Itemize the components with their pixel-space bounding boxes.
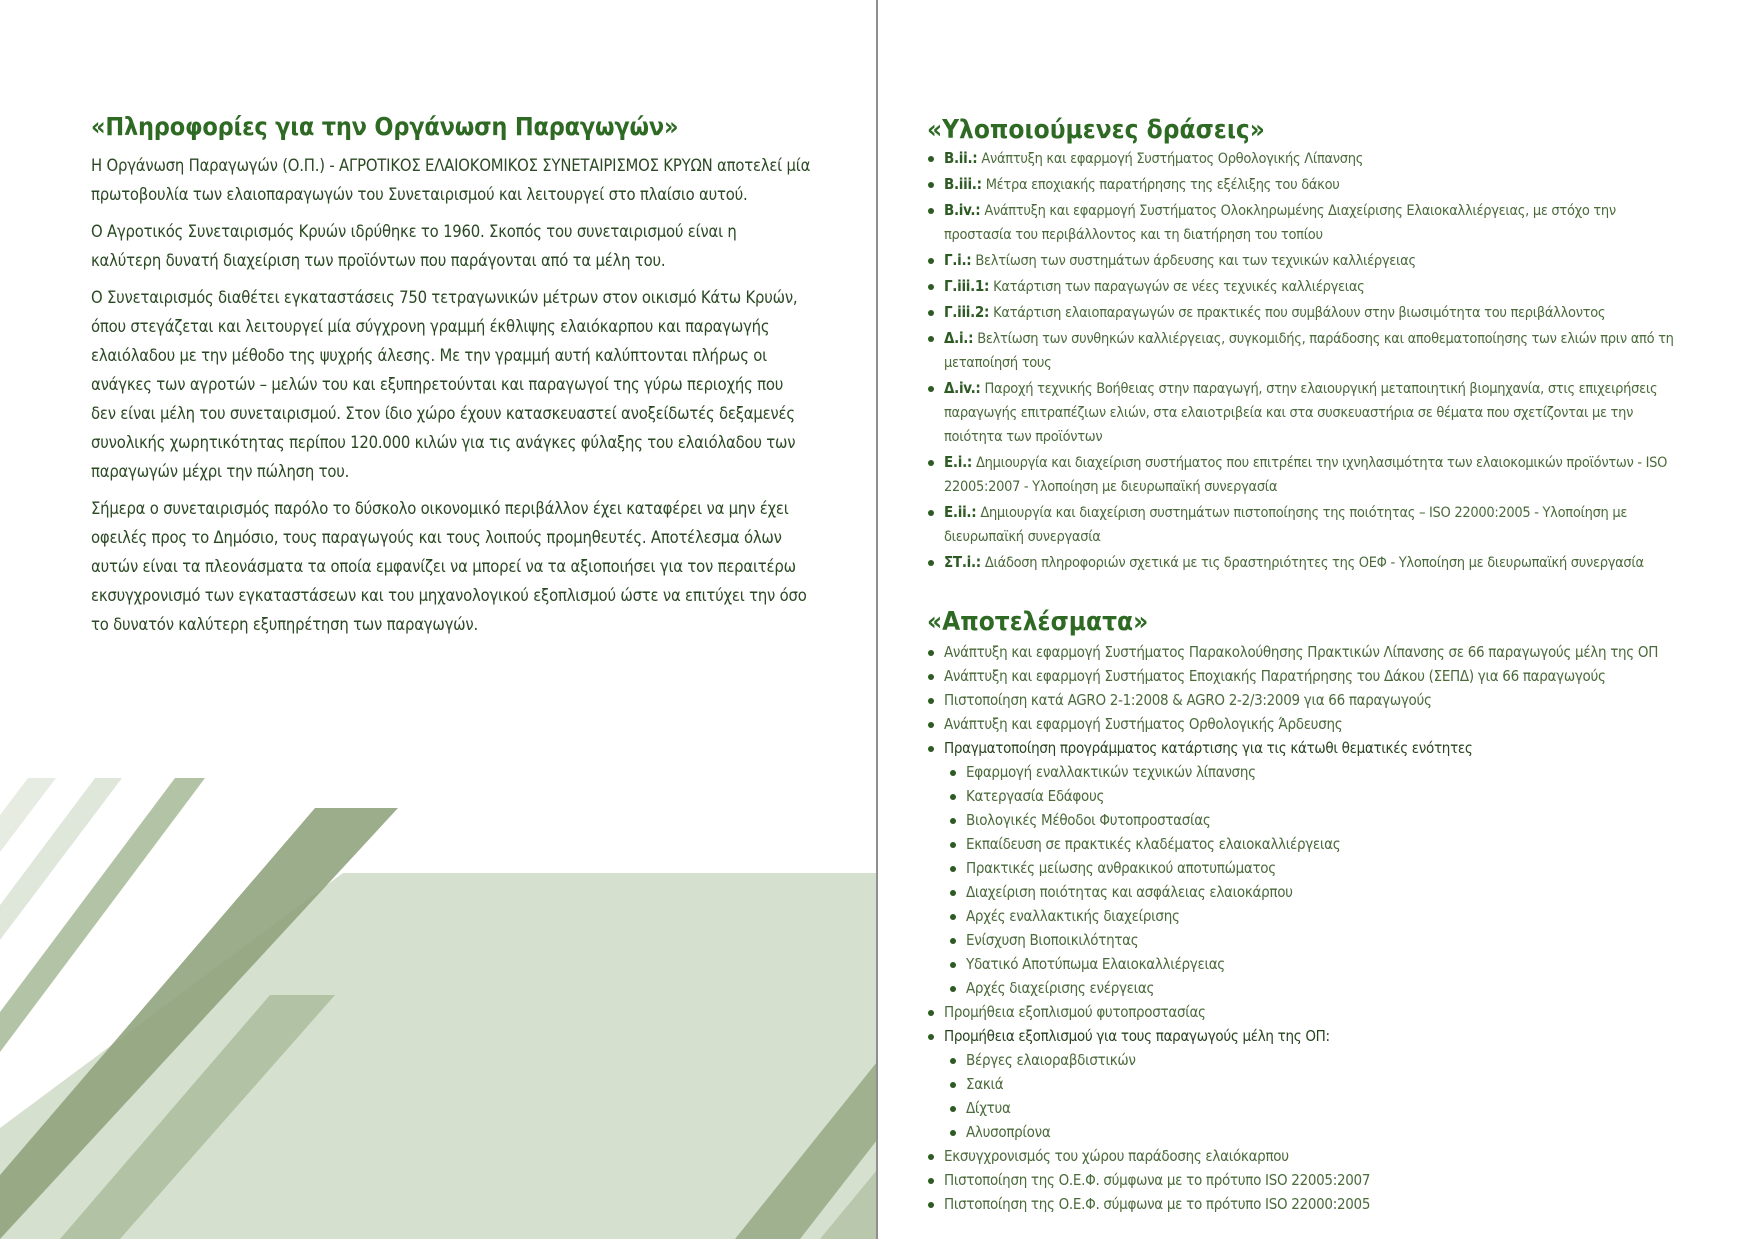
page-fold-line [876,0,878,1239]
list-item: Δ.iv.: Παροχή τεχνικής Βοήθειας στην παραγωγή, στην ελαιουργική μεταποιητική βιομηχανία, στις επιχειρήσεις παραγωγής επιτραπέζιων ελιών, στα ελαιοτριβεία και στα συσκευαστήρια σε θέματα που σχετίζονται με την ποιότητα των προϊόντων [927,377,1687,449]
training-label: Πραγματοποίηση προγράμματος κατάρτισης για τις κάτωθι θεματικές ενότητες [944,739,1473,757]
list-item: Β.iv.: Ανάπτυξη και εφαρμογή Συστήματος Ολοκληρωμένης Διαχείρισης Ελαιοκαλλιέργειας, με στόχο την προστασία του περιβάλλοντος και τη διατήρηση του τοπίου [927,199,1687,247]
list-item: Αρχές διαχείρισης ενέργειας [949,977,1687,1000]
list-item: Πιστοποίηση της Ο.Ε.Φ. σύμφωνα με το πρότυπο ISO 22005:2007 [927,1169,1687,1192]
list-item: Αρχές εναλλακτικής διαχείρισης [949,905,1687,928]
list-item: Εκσυγχρονισμός του χώρου παράδοσης ελαιόκαρπου [927,1145,1687,1168]
list-item: Αλυσοπρίονα [949,1121,1687,1144]
list-item: Γ.iii.2: Κατάρτιση ελαιοπαραγωγών σε πρακτικές που συμβάλουν στην βιωσιμότητα του περιβάλλοντος [927,301,1687,325]
list-item: Γ.iii.1: Κατάρτιση των παραγωγών σε νέες τεχνικές καλλιέργειας [927,275,1687,299]
results-title: «Αποτελέσματα» [927,607,1149,637]
list-item: Κατεργασία Εδάφους [949,785,1687,808]
left-page [91,112,811,647]
equipment-label: Προμήθεια εξοπλισμού για τους παραγωγούς μέλη της ΟΠ: [944,1027,1330,1045]
list-item: Πιστοποίηση κατά AGRO 2-1:2008 & AGRO 2-2/3:2009 για 66 παραγωγούς [927,689,1687,712]
right-page [927,113,1687,1217]
list-item: Ανάπτυξη και εφαρμογή Συστήματος Ορθολογικής Άρδευσης [927,713,1687,736]
list-item: Προμήθεια εξοπλισμού φυτοπροστασίας [927,1001,1687,1024]
stripe-faint-1 [0,778,56,852]
info-paragraph-2: Ο Αγροτικός Συνεταιρισμός Κρυών ιδρύθηκε το 1960. Σκοπός του συνεταιρισμού είναι η καλύτερη δυνατή διαχείριση των προϊόντων που παράγονται από τα μέλη του. [91,222,737,270]
info-paragraph-1: Η Οργάνωση Παραγωγών (Ο.Π.) - ΑΓΡΟΤΙΚΟΣ ΕΛΑΙΟΚΟΜΙΚΟΣ ΣΥΝΕΤΑΙΡΙΣΜΟΣ ΚΡΥΩΝ αποτελεί μία πρωτοβουλία των ελαιοπαραγωγών του Συνεταιρισμού και λειτουργεί στο πλαίσιο αυτού. [91,156,811,204]
list-item: Δίχτυα [949,1097,1687,1120]
list-item: Σακιά [949,1073,1687,1096]
list-item: Υδατικό Αποτύπωμα Ελαιοκαλλιέργειας [949,953,1687,976]
actions-list [927,147,1687,575]
equipment-sublist [949,1049,1687,1144]
training-sublist [949,761,1687,1000]
list-item: Ε.ii.: Δημιουργία και διαχείριση συστημάτων πιστοποίησης της ποιότητας – ISO 22000:2005 - Υλοποίηση με διευρωπαϊκή συνεργασία [927,501,1687,549]
info-paragraph-4: Σήμερα ο συνεταιρισμός παρόλο το δύσκολο οικονομικό περιβάλλον έχει καταφέρει να μην έχει οφειλές προς το Δημόσιο, τους παραγωγούς και τους λοιπούς προμηθευτές. Αποτέλεσμα όλων αυτών είναι τα πλεονάσματα τα οποία εμφανίζει να μπορεί να τα αξιοποιήσει για τον περαιτέρω εκσυγχρονισμό των εγκαταστάσεων και του μηχανολογικού εξοπλισμού ώστε να επιτύχει την όσο το δυνατόν καλύτερη εξυπηρέτηση των παραγωγών. [91,499,807,634]
info-title: «Πληροφορίες για την Οργάνωση Παραγωγών» [91,112,679,141]
actions-title: «Υλοποιούμενες δράσεις» [927,115,1265,145]
list-item-training [927,737,1687,1000]
list-item: Β.ii.: Ανάπτυξη και εφαρμογή Συστήματος Ορθολογικής Λίπανσης [927,147,1687,171]
list-item: Βέργες ελαιοραβδιστικών [949,1049,1687,1072]
list-item: Βιολογικές Μέθοδοι Φυτοπροστασίας [949,809,1687,832]
info-paragraph-3: Ο Συνεταιρισμός διαθέτει εγκαταστάσεις 750 τετραγωνικών μέτρων στον οικισμό Κάτω Κρυών, όπου στεγάζεται και λειτουργεί μία σύγχρονη γραμμή έκθλιψης ελαιόκαρπου και παραγωγής ελαιόλαδου με την μέθοδο της ψυχρής άλεσης. Με την γραμμή αυτή καλύπτονται πλήρως οι ανάγκες των αγροτών – μελών του και εξυπηρετούνται και παραγωγοί της γύρω περιοχής που δεν είναι μέλη του συνεταιρισμού. Στον ίδιο χώρο έχουν κατασκευαστεί ανοξείδωτές δεξαμενές συνολικής χωρητικότητας περίπου 120.000 κιλών για τις ανάγκες φύλαξης του ελαιόλαδου των παραγωγών μέχρι την πώληση του. [91,288,798,481]
list-item: ΣΤ.i.: Διάδοση πληροφοριών σχετικά με τις δραστηριότητες της ΟΕΦ - Υλοποίηση με διευρωπαϊκή συνεργασία [927,551,1687,575]
list-item: Ε.i.: Δημιουργία και διαχείριση συστήματος που επιτρέπει την ιχνηλασιμότητα των ελαιοκομικών προϊόντων - ISO 22005:2007 - Υλοποίηση με διευρωπαϊκή συνεργασία [927,451,1687,499]
list-item: Διαχείριση ποιότητας και ασφάλειας ελαιοκάρπου [949,881,1687,904]
list-item: Ανάπτυξη και εφαρμογή Συστήματος Εποχιακής Παρατήρησης του Δάκου (ΣΕΠΔ) για 66 παραγωγούς [927,665,1687,688]
list-item: Πρακτικές μείωσης ανθρακικού αποτυπώματος [949,857,1687,880]
list-item: Δ.i.: Βελτίωση των συνθηκών καλλιέργειας, συγκομιδής, παράδοσης και αποθεματοποίησης των ελιών πριν από τη μεταποίησή τους [927,327,1687,375]
list-item: Ανάπτυξη και εφαρμογή Συστήματος Παρακολούθησης Πρακτικών Λίπανσης σε 66 παραγωγούς μέλη της ΟΠ [927,641,1687,664]
list-item: Γ.i.: Βελτίωση των συστημάτων άρδευσης και των τεχνικών καλλιέργειας [927,249,1687,273]
list-item: Ενίσχυση Βιοποικιλότητας [949,929,1687,952]
list-item: Εκπαίδευση σε πρακτικές κλαδέματος ελαιοκαλλιέργειας [949,833,1687,856]
results-list [927,641,1687,1216]
list-item-equipment [927,1025,1687,1144]
list-item: Εφαρμογή εναλλακτικών τεχνικών λίπανσης [949,761,1687,784]
list-item: Β.iii.: Μέτρα εποχιακής παρατήρησης της εξέλιξης του δάκου [927,173,1687,197]
list-item: Πιστοποίηση της Ο.Ε.Φ. σύμφωνα με το πρότυπο ISO 22000:2005 [927,1193,1687,1216]
